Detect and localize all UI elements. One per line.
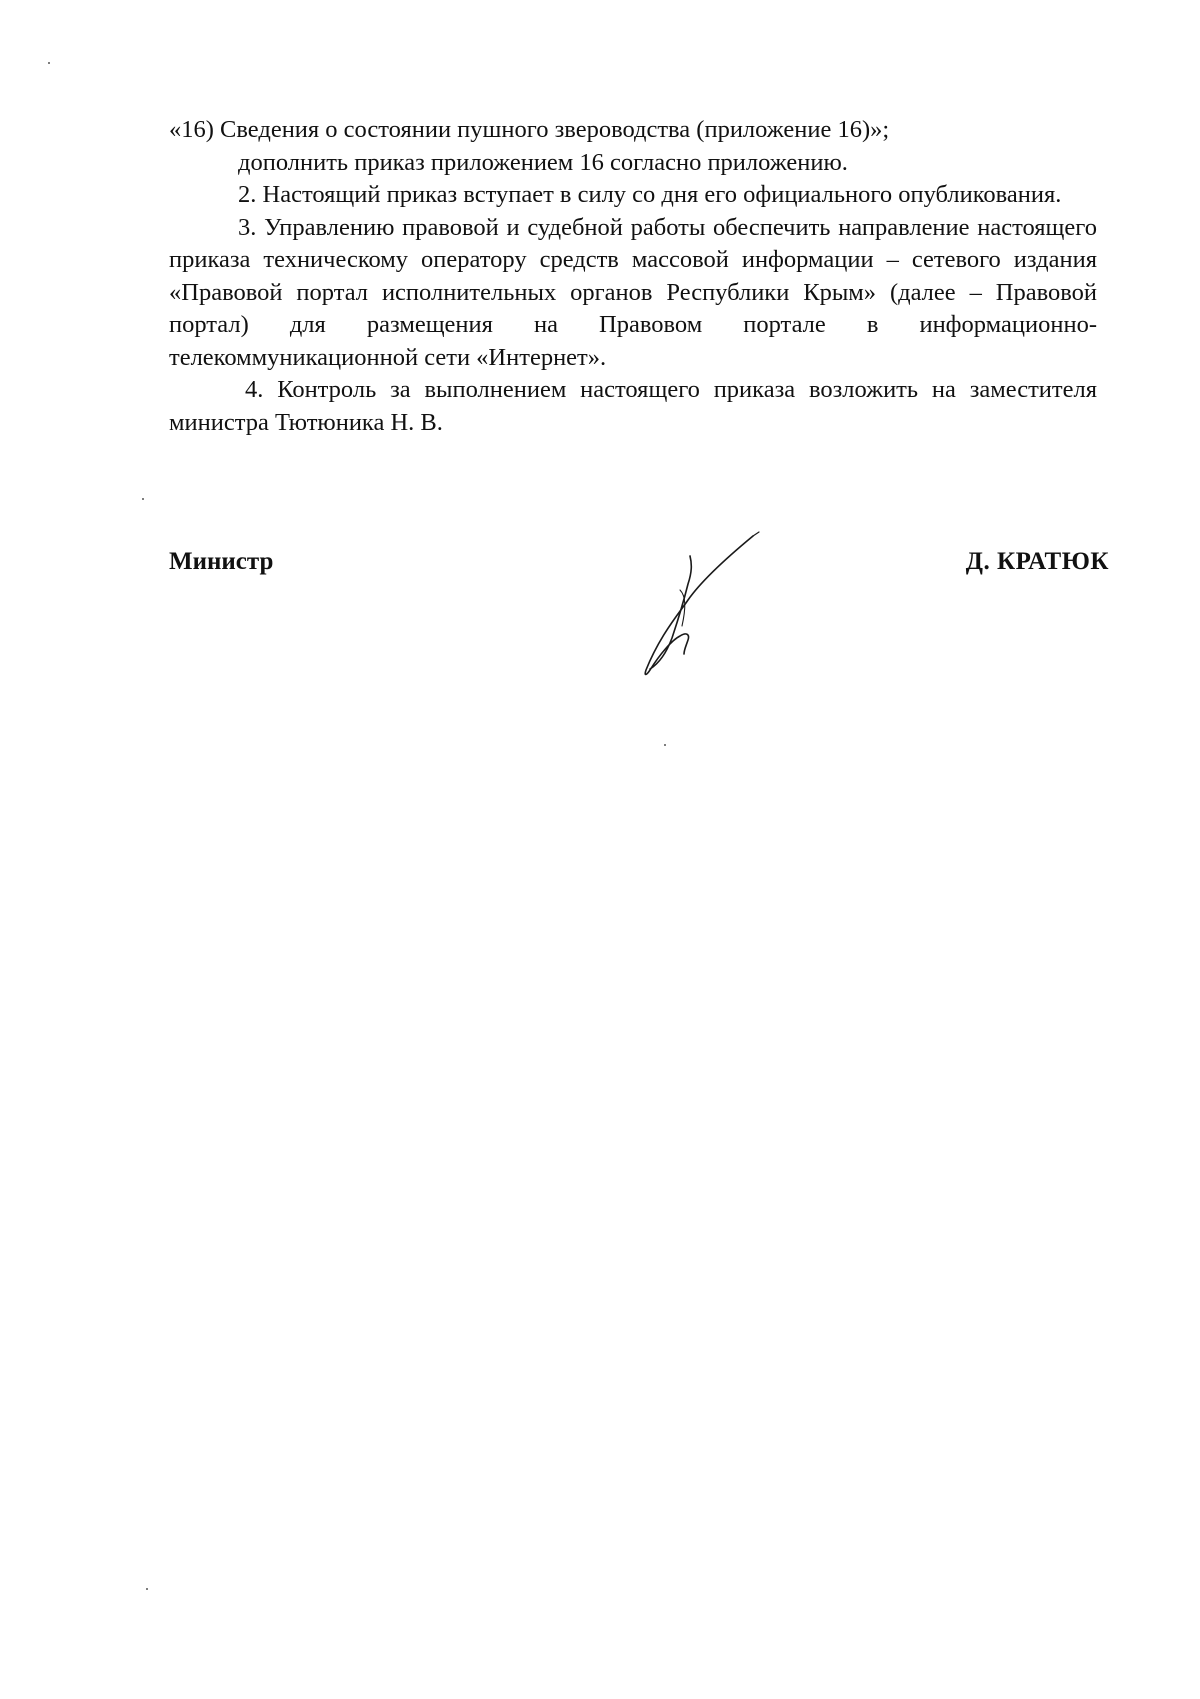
paragraph-append-appendix: дополнить приказ приложением 16 согласно приложению. [238, 148, 848, 176]
handwritten-signature [640, 530, 830, 700]
document-body [169, 114, 1097, 439]
paragraph-4-control: 4. Контроль за выполнением настоящего приказа возложить на заместителя министра Тютюника Н. В. [169, 376, 1097, 436]
scan-speck [146, 1588, 148, 1590]
paragraph-3-publication: 3. Управлению правовой и судебной работы обеспечить направление настоящего приказа техническому оператору средств массовой информации – сетевого издания «Правовой портал исполнительных органов Республики Крым» (далее – Правовой портал) для размещения на Правовом портале в информационно-телекоммуникационной сети «Интернет». [169, 213, 1097, 371]
scan-speck [142, 498, 144, 500]
scan-speck [664, 744, 666, 746]
scan-speck [48, 62, 50, 64]
signatory-title: Министр [169, 548, 274, 575]
paragraph-item-16: «16) Сведения о состоянии пушного звероводства (приложение 16)»; [169, 116, 890, 143]
signatory-name: Д. КРАТЮК [965, 548, 1109, 575]
signature-block [169, 548, 1109, 588]
paragraph-2-effective-date: 2. Настоящий приказ вступает в силу со дня его официального опубликования. [238, 181, 1062, 208]
